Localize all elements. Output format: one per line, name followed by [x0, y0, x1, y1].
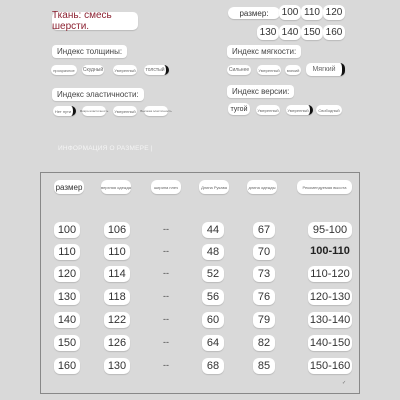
cell-sleeve: 56: [202, 289, 224, 305]
cell-recommended-height: 120-130: [309, 291, 351, 303]
size-option-150[interactable]: 150: [301, 25, 323, 40]
version-option-loose[interactable]: Свободный: [316, 105, 342, 115]
cell-size: 100: [54, 222, 80, 238]
cell-outerwear: 122: [104, 312, 130, 328]
softness-option-stronger[interactable]: Сильнее: [228, 67, 250, 73]
size-option-110[interactable]: 110: [301, 5, 323, 20]
corner-mark-icon: ✓: [342, 380, 347, 386]
cell-recommended-height: 100-110: [310, 245, 350, 257]
elasticity-option-micro[interactable]: Микро-эластичность: [82, 106, 106, 116]
cell-shoulder: --: [163, 314, 169, 324]
cell-outerwear: 106: [104, 222, 130, 238]
cell-sleeve: 68: [202, 358, 224, 374]
cell-shoulder: --: [163, 224, 169, 234]
size-info-heading: ИНФОРМАЦИЯ О РАЗМЕРЕ |: [58, 145, 153, 152]
size-option-100[interactable]: 100: [279, 5, 301, 20]
version-option-tight[interactable]: тугой: [228, 103, 250, 115]
size-option-130[interactable]: 130: [257, 25, 279, 40]
size-label: размер:: [228, 7, 280, 19]
cell-size: 120: [54, 266, 80, 282]
cell-recommended-height: 150-160: [309, 360, 351, 372]
cell-size: 130: [54, 289, 80, 305]
table-header-garment-length: длина одежды: [247, 180, 277, 194]
thickness-option-moderate[interactable]: Умеренный: [113, 65, 137, 75]
cell-garment-length: 79: [253, 312, 275, 328]
size-option-160[interactable]: 160: [323, 25, 345, 40]
cell-outerwear: 110: [104, 244, 130, 260]
softness-label: Индекс мягкости:: [227, 45, 301, 58]
cell-sleeve: 64: [202, 335, 224, 351]
cell-outerwear: 114: [104, 266, 130, 282]
cell-size: 110: [54, 244, 80, 260]
elasticity-option-moderate[interactable]: Умеренный: [113, 106, 137, 116]
elasticity-option-high[interactable]: Высокая эластичность: [144, 106, 168, 116]
table-header-sleeve-length: Длина Рукава: [199, 180, 229, 194]
cell-sleeve: 52: [202, 266, 224, 282]
cell-garment-length: 73: [253, 266, 275, 282]
cell-sleeve: 44: [202, 222, 224, 238]
version-option-moderate-2[interactable]: Умеренный: [286, 105, 313, 115]
cell-outerwear: 130: [104, 358, 130, 374]
cell-size: 160: [54, 358, 80, 374]
table-header-shoulder-width: ширина плеч: [151, 180, 181, 194]
cell-size: 140: [54, 312, 80, 328]
size-option-140[interactable]: 140: [279, 25, 301, 40]
cell-garment-length: 70: [253, 244, 275, 260]
cell-sleeve: 48: [202, 244, 224, 260]
size-option-120[interactable]: 120: [323, 5, 345, 20]
cell-garment-length: 76: [253, 289, 275, 305]
softness-option-moderate[interactable]: Умеренный: [257, 65, 281, 75]
cell-size: 150: [54, 335, 80, 351]
softness-option-soft-selected[interactable]: Мягкий: [306, 63, 345, 76]
cell-sleeve: 60: [202, 312, 224, 328]
elasticity-option-none[interactable]: Нет пути: [53, 106, 76, 116]
cell-garment-length: 85: [253, 358, 275, 374]
cell-recommended-height: 95-100: [308, 222, 352, 238]
softness-option-soft[interactable]: мягкий: [285, 65, 301, 75]
cell-recommended-height: 110-120: [308, 266, 352, 282]
table-header-outerwear: верхняя одежда: [101, 180, 131, 194]
cell-shoulder: --: [163, 291, 169, 301]
table-header-recommended-height: Рекомендуемая высота: [297, 180, 352, 194]
cell-shoulder: --: [163, 268, 169, 278]
thickness-option-transparent[interactable]: прозрачное: [51, 65, 77, 75]
fabric-title: Ткань: смесь шерсти.: [52, 12, 138, 30]
cell-recommended-height: 140-150: [309, 337, 351, 349]
thickness-option-scant[interactable]: Скудный: [82, 67, 104, 73]
elasticity-label: Индекс эластичности:: [52, 88, 144, 101]
cell-shoulder: --: [163, 337, 169, 347]
version-option-moderate-1[interactable]: Умеренный: [256, 105, 280, 115]
cell-outerwear: 126: [104, 335, 130, 351]
cell-garment-length: 67: [253, 222, 275, 238]
cell-outerwear: 118: [104, 289, 130, 305]
cell-shoulder: --: [163, 360, 169, 370]
thickness-option-thick[interactable]: толстый: [144, 65, 169, 75]
cell-shoulder: --: [163, 246, 169, 256]
cell-garment-length: 82: [253, 335, 275, 351]
cell-recommended-height: 130-140: [309, 314, 351, 326]
table-header-size: размер: [54, 180, 84, 194]
version-label: Индекс версии:: [227, 85, 294, 98]
thickness-label: Индекс толщины:: [52, 45, 127, 58]
